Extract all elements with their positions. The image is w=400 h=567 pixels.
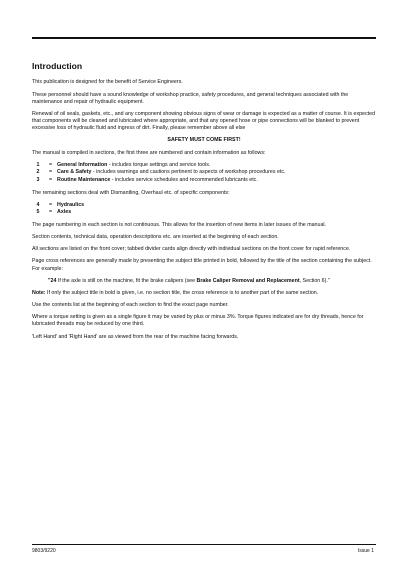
section-title: Axles (57, 208, 72, 215)
example-paragraph (32, 278, 376, 285)
torque-paragraph: Where a torque setting is given as a single figure it may be varied by plus or minus 3%. Torque figures indicated are for dry threads, hence for lubricated threads may be reduced by one third. (32, 314, 364, 328)
example-suffix: , Section 6)." (299, 277, 330, 284)
list-item (32, 202, 376, 209)
equals-sign: = (48, 208, 53, 215)
contents-list-paragraph: Use the contents list at the beginning of each section to find the exact page number. (32, 302, 229, 309)
section-title: Routine Maintenance (57, 176, 111, 183)
equals-sign: = (48, 176, 53, 183)
footer-rule (32, 544, 376, 545)
component-sections-list (32, 202, 376, 216)
section-title: Care & Safety (57, 169, 92, 176)
issue-number: Issue 1 (357, 548, 374, 554)
section-description (57, 177, 376, 184)
safety-heading: SAFETY MUST COME FIRST! (167, 137, 241, 144)
note-paragraph (32, 290, 376, 297)
cross-reference-paragraph: Page cross references are generally made by presenting the subject title printed in bold, followed by the title of the section containing the subject. For example: (32, 258, 372, 272)
list-item (32, 209, 376, 216)
list-item (32, 169, 376, 176)
section-detail: - includes warnings and cautions pertinent to aspects of workshop procedures etc. (91, 169, 286, 176)
section-title: General Information (57, 162, 108, 169)
example-bold-title: Brake Caliper Removal and Replacement (196, 277, 300, 284)
renewal-paragraph: Renewal of oil seals, gaskets, etc., and any component showing obvious signs of wear or damage is expected as a matter of course. It is expected that components will be cleaned and lubricated where appropriate, and that any opened hose or pipe connections will be blanked to prevent excessive loss of hydraulic fluid and ingress of dirt. Finally, please remember above all else (32, 110, 376, 131)
equals-sign: = (48, 169, 53, 176)
document-body (32, 62, 376, 346)
header-rule (32, 37, 376, 39)
section-number: 4 (36, 201, 40, 208)
note-text: If only the subject title in bold is given, i.e. no section title, the cross reference is to another part of the same section. (45, 289, 319, 296)
personnel-paragraph: These personnel should have a sound knowledge of workshop practice, safety procedures, and general techniques associated with the maintenance and repair of hydraulic equipment. (32, 91, 349, 105)
manual-sections-paragraph: The manual is compiled in sections, the first three are numbered and contain information as follows: (32, 150, 266, 157)
equals-sign: = (48, 162, 53, 169)
section-number: 1 (36, 162, 40, 169)
section-detail: - includes service schedules and recommended lubricants etc. (110, 176, 258, 183)
section-detail: - includes torque settings and service tools. (107, 162, 211, 169)
list-item (32, 177, 376, 184)
handedness-paragraph: 'Left Hand' and 'Right Hand' are as viewed from the rear of the machine facing forwards. (32, 333, 239, 340)
example-text: If the axle is still on the machine, fit the brake calipers (see (56, 277, 197, 284)
numbered-sections-list (32, 162, 376, 183)
example-step-number: "24 (48, 277, 57, 284)
section-description (57, 162, 376, 169)
note-label: Note: (32, 289, 46, 296)
intro-paragraph: This publication is designed for the benefit of Service Engineers. (32, 79, 183, 86)
equals-sign: = (48, 201, 53, 208)
document-code: 9803/9220 (32, 548, 56, 554)
section-number: 2 (36, 169, 40, 176)
section-number: 5 (36, 208, 40, 215)
section-contents-paragraph: Section contents, technical data, operation descriptions etc. are inserted at the beginning of each section. (32, 234, 279, 241)
list-item (32, 162, 376, 169)
section-description (57, 169, 376, 176)
page-title: Introduction (32, 61, 83, 71)
page-numbering-paragraph: The page numbering in each section is not continuous. This allows for the insertion of new items in later issues of the manual. (32, 221, 327, 228)
section-title: Hydraulics (57, 201, 85, 208)
section-number: 3 (36, 176, 40, 183)
remaining-sections-paragraph: The remaining sections deal with Dismantling, Overhaul etc. of specific components: (32, 189, 230, 196)
front-cover-paragraph: All sections are listed on the front cover; tabbed divider cards align directly with individual sections on the front cover for rapid reference. (32, 246, 351, 253)
